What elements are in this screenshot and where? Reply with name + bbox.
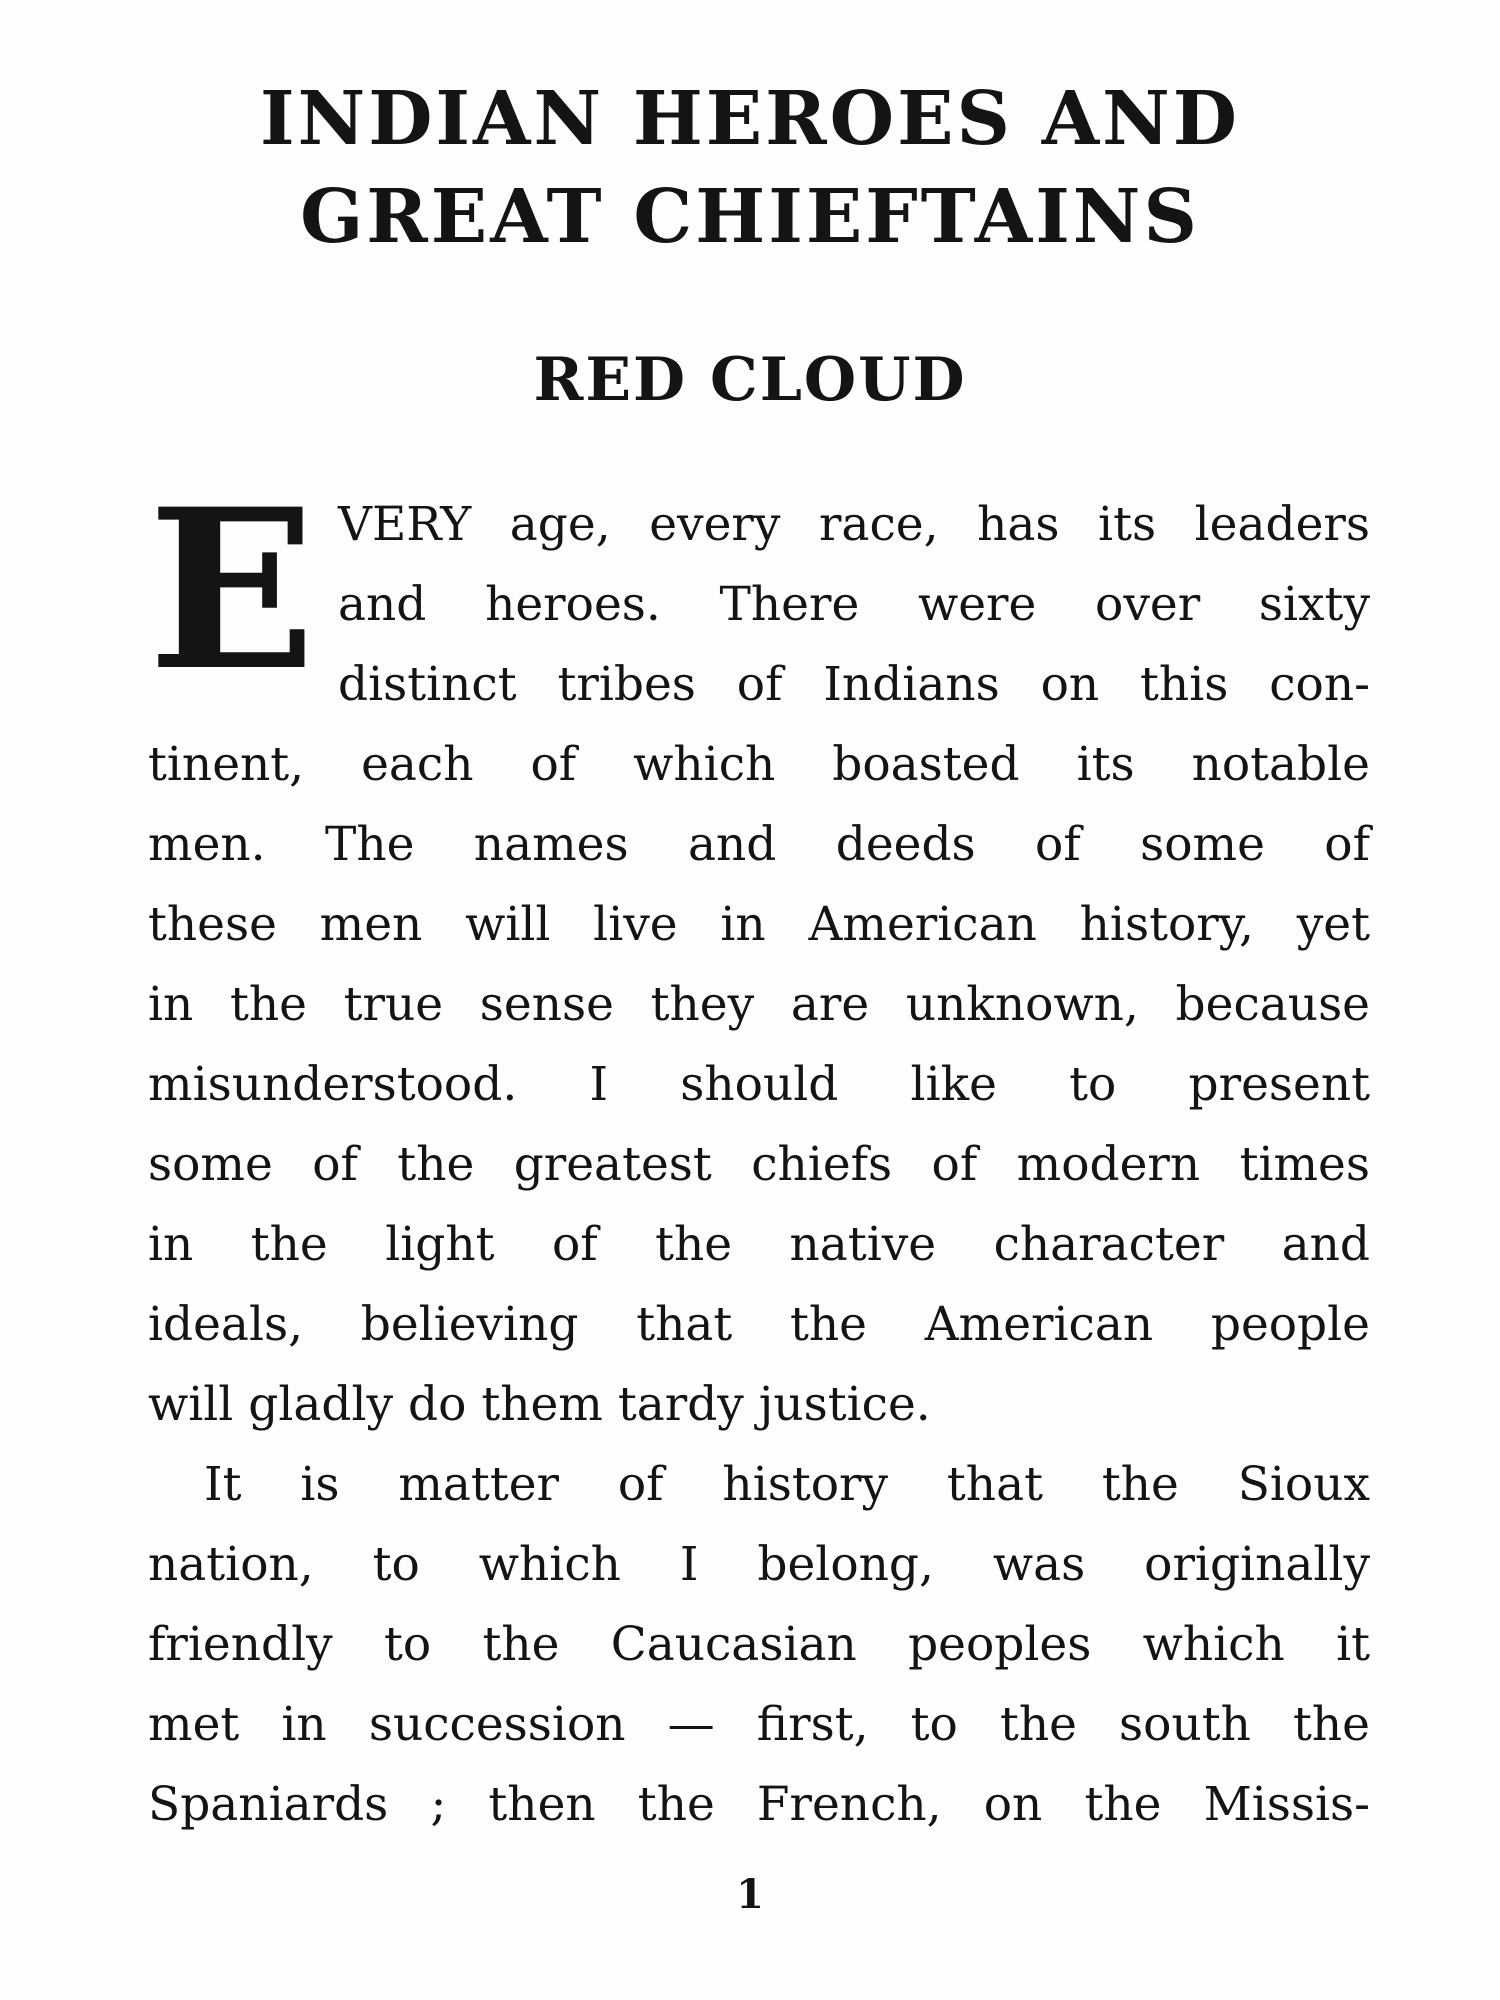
page-number: 1 — [736, 1871, 764, 1918]
text-line: misunderstood. I should like to present — [148, 1057, 1370, 1112]
text-line: VERY age, every race, has its leaders — [338, 497, 1370, 552]
text-line: some of the greatest chiefs of modern times — [148, 1137, 1370, 1192]
text-line: will gladly do them tardy justice. — [148, 1377, 931, 1432]
book-title — [100, 70, 1400, 266]
text-line: tinent, each of which boasted its notable — [148, 737, 1370, 792]
body-text — [148, 460, 1370, 1845]
paragraph — [148, 1445, 1370, 1845]
text-line: met in succession — first, to the south the — [148, 1697, 1370, 1752]
text-line: distinct tribes of Indians on this con- — [338, 657, 1370, 712]
book-title-line: GREAT CHIEFTAINS — [300, 174, 1200, 260]
text-line: in the true sense they are unknown, because — [148, 977, 1370, 1032]
text-line: Spaniards ; then the French, on the Missis- — [148, 1777, 1370, 1832]
text-line: these men will live in American history, yet — [148, 897, 1370, 952]
text-line: ideals, believing that the American people — [148, 1297, 1370, 1352]
text-line: It is matter of history that the Sioux — [204, 1457, 1370, 1512]
book-title-line: INDIAN HEROES AND — [260, 76, 1240, 162]
text-line: nation, to which I belong, was originally — [148, 1537, 1370, 1592]
text-line: friendly to the Caucasian peoples which it — [148, 1617, 1370, 1672]
chapter-title: RED CLOUD — [533, 345, 967, 415]
drop-cap: E — [148, 460, 316, 719]
paragraph — [148, 460, 1370, 1445]
text-line: and heroes. There were over sixty — [338, 577, 1370, 632]
text-line: men. The names and deeds of some of — [148, 817, 1370, 872]
text-line: in the light of the native character and — [148, 1217, 1370, 1272]
